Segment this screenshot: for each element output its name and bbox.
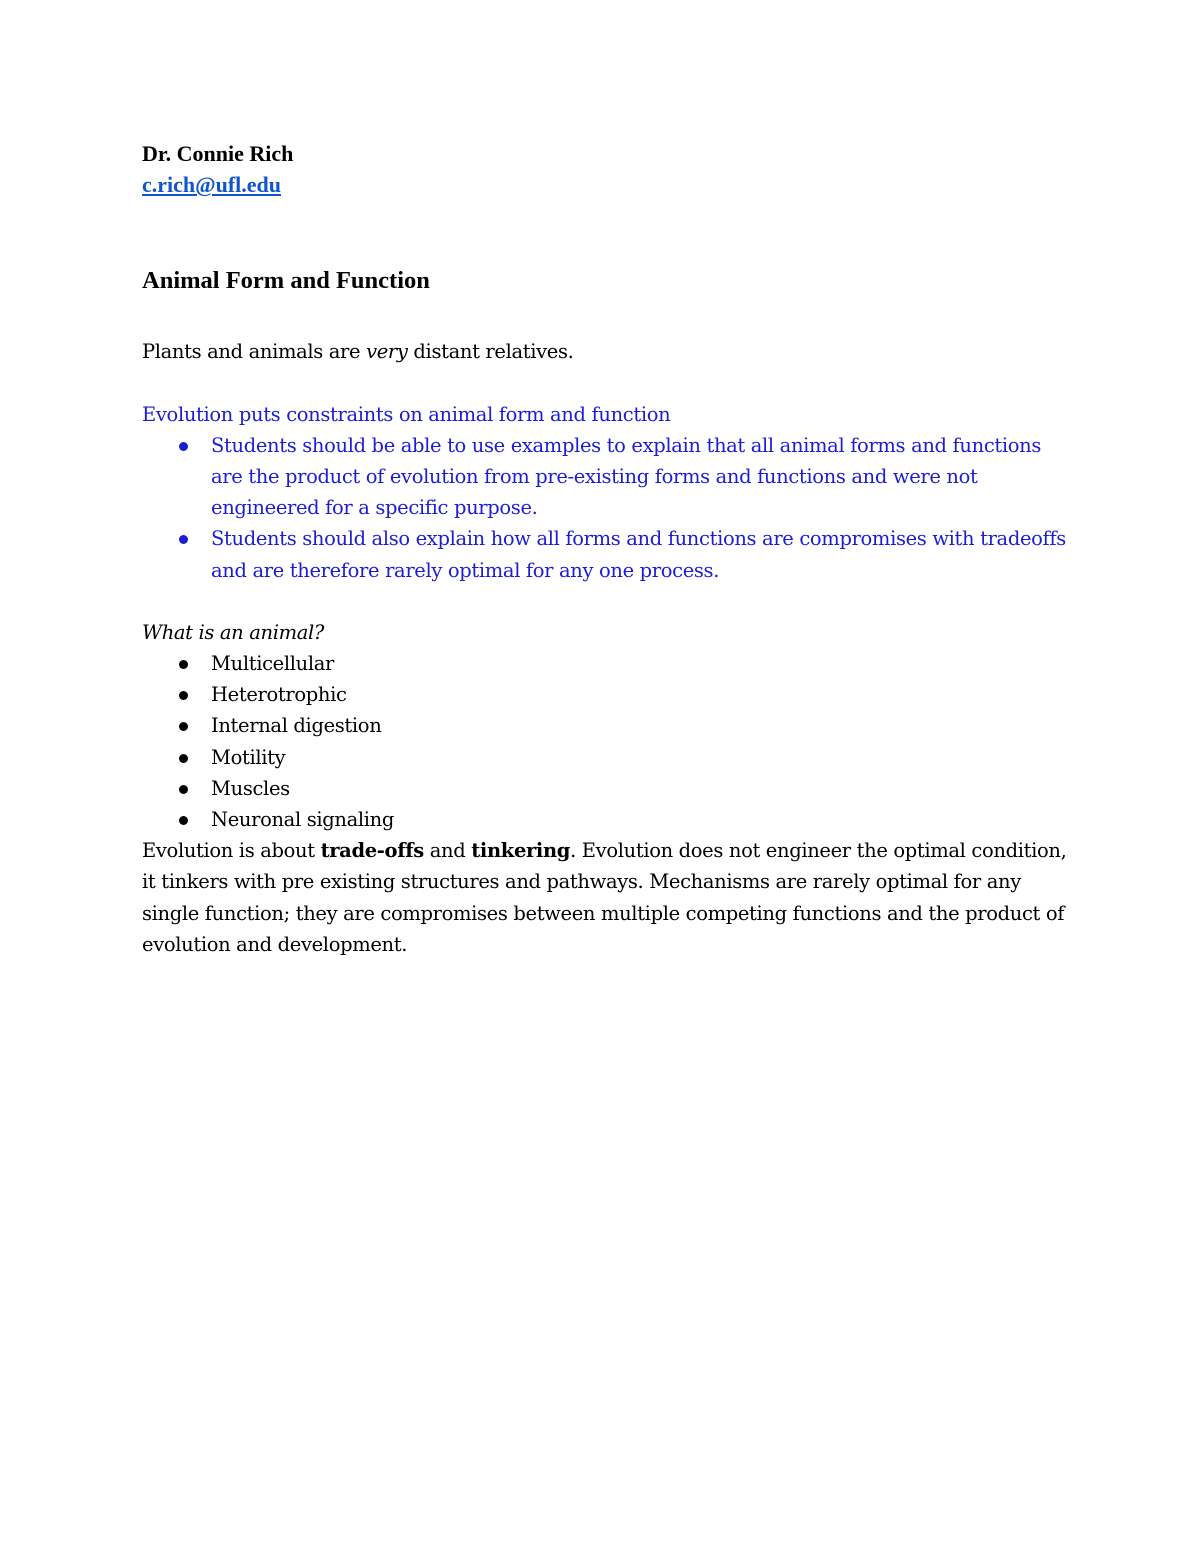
trait-text: Motility (211, 745, 286, 769)
bullet-icon (179, 816, 188, 825)
trait-item (142, 679, 1072, 710)
bullet-icon (179, 535, 188, 544)
conclusion-bold-tinkering: tinkering (471, 839, 571, 863)
intro-text-after: distant relatives. (407, 340, 574, 364)
conclusion-paragraph (142, 835, 1072, 960)
conclusion-bold-tradeoffs: trade-offs (320, 839, 424, 863)
trait-item (142, 804, 1072, 835)
objective-item (142, 523, 1072, 585)
trait-text: Neuronal signaling (211, 808, 394, 832)
trait-text: Multicellular (211, 652, 334, 676)
trait-text: Heterotrophic (211, 683, 347, 707)
bullet-icon (179, 785, 188, 794)
objective-item (142, 430, 1072, 524)
objectives-list (142, 430, 1072, 586)
author-email-link[interactable]: c.rich@ufl.edu (142, 172, 282, 198)
bullet-icon (179, 660, 188, 669)
animal-question: What is an animal? (142, 620, 325, 644)
objectives-heading: Evolution puts constraints on animal form and function (142, 402, 671, 426)
trait-item (142, 773, 1072, 804)
bullet-icon (179, 691, 188, 700)
intro-text-before: Plants and animals are (142, 340, 367, 364)
intro-paragraph (142, 336, 1072, 367)
bullet-icon (179, 442, 188, 451)
bullet-icon (179, 754, 188, 763)
bullet-icon (179, 722, 188, 731)
author-name: Dr. Connie Rich (142, 141, 294, 166)
conclusion-text: and (423, 839, 472, 863)
document-page (142, 138, 1072, 960)
document-title: Animal Form and Function (142, 267, 430, 295)
animal-definition-section (142, 617, 1072, 960)
objectives-section (142, 399, 1072, 586)
conclusion-text: Evolution is about (142, 839, 321, 863)
objective-text: Students should be able to use examples to explain that all animal forms and functions are the product of evolution from pre-existing forms and functions and were not engineered for a specific purpose. (211, 433, 1042, 520)
intro-emphasis: very (366, 340, 408, 364)
trait-text: Internal digestion (211, 714, 382, 738)
objective-text: Students should also explain how all forms and functions are compromises with tradeoffs and are therefore rarely optimal for any one process. (211, 527, 1066, 582)
trait-text: Muscles (211, 776, 290, 800)
trait-item (142, 742, 1072, 773)
trait-item (142, 710, 1072, 741)
conclusion-text: . Evolution does not engineer the optimal condition, it tinkers with pre existing structures and pathways. Mechanisms are rarely optimal for any single function; they are compromises between multiple competing functions and the product of evolution and development. (142, 839, 1067, 956)
animal-traits-list (142, 648, 1072, 835)
trait-item (142, 648, 1072, 679)
